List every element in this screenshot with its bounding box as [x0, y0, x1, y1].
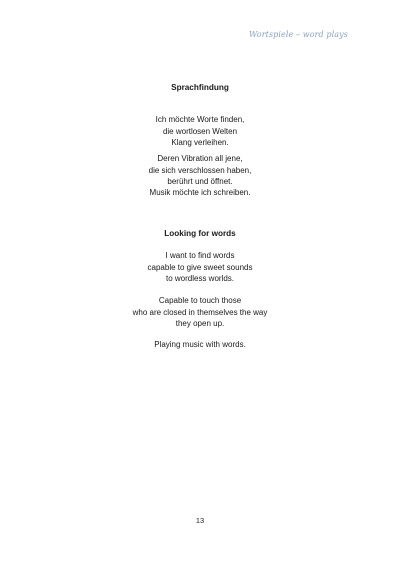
stanza	[0, 250, 400, 285]
poem-line: die wortlosen Welten	[162, 126, 238, 136]
poem-title: Sprachfindung	[171, 83, 229, 92]
poem-line: Musik möchte ich schreiben.	[149, 188, 251, 197]
stanza	[0, 153, 400, 188]
poem-line: they open up.	[175, 319, 225, 328]
poem-title: Looking for words	[164, 229, 236, 238]
page-number: 13	[195, 516, 205, 525]
poem-line: capable to give sweet sounds	[147, 262, 253, 272]
stanza	[0, 295, 400, 330]
poem-line: to wordless worlds.	[165, 274, 235, 283]
poem-line: die sich verschlossen haben,	[148, 165, 252, 175]
stanza	[0, 339, 400, 351]
poem-title-german	[0, 82, 400, 93]
poem-line: berührt und öffnet.	[167, 177, 233, 186]
poem-line: I want to find words	[165, 251, 235, 260]
poem-line: who are closed in themselves the way	[132, 307, 268, 317]
poem-line: Ich möchte Worte finden,	[155, 115, 245, 124]
running-header: Wortspiele – word plays	[249, 30, 348, 39]
poem-line: Playing music with words.	[154, 340, 246, 349]
poem-line: Capable to touch those	[158, 296, 242, 305]
stanza	[0, 114, 400, 149]
stanza	[0, 187, 400, 199]
poem-title-english	[0, 228, 400, 239]
poem-line: Klang verleihen.	[171, 138, 229, 147]
poem-line: Deren Vibration all jene,	[157, 154, 243, 163]
